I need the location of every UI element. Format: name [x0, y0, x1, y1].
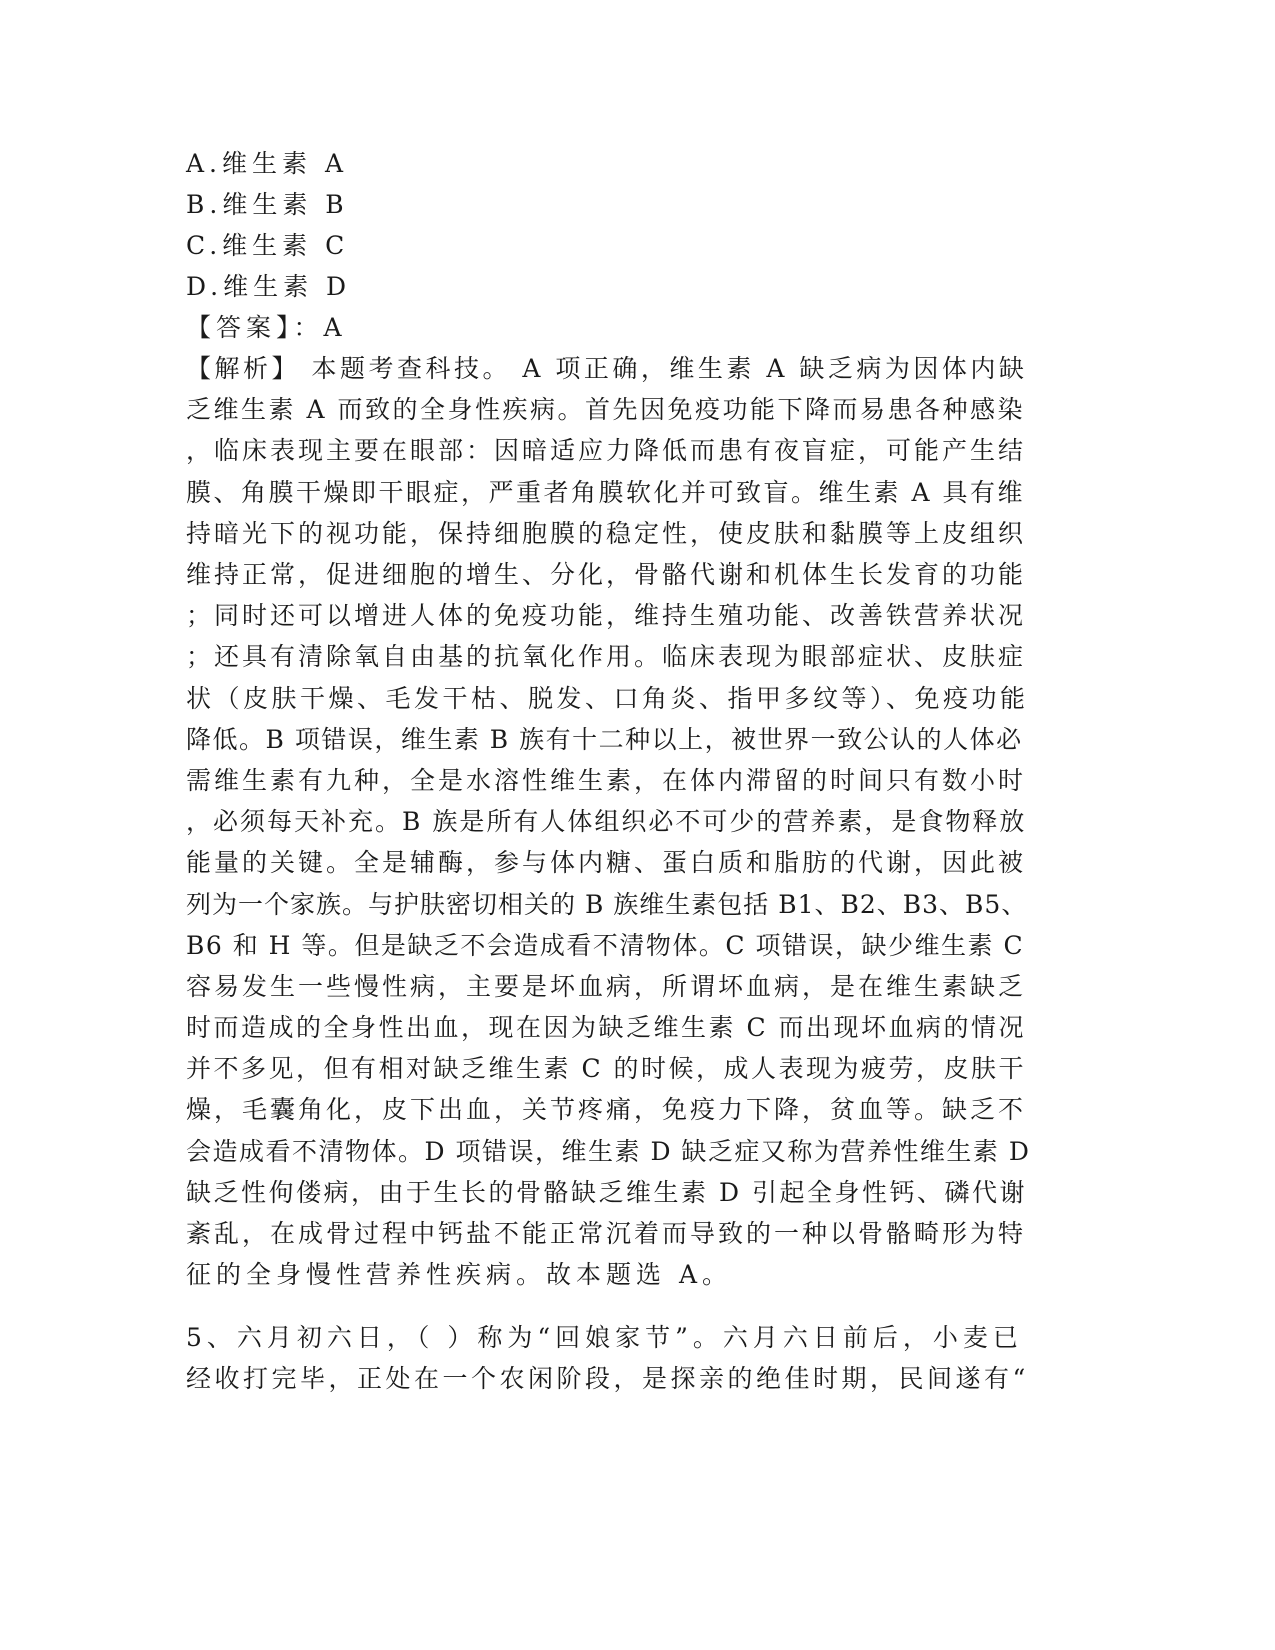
analysis-line: ；同时还可以增进人体的免疫功能，维持生殖功能、改善铁营养状况	[186, 601, 1027, 630]
analysis-line: ；还具有清除氧自由基的抗氧化作用。临床表现为眼部症状、皮肤症	[186, 642, 1027, 671]
answer-line: 【答案】：A	[186, 313, 347, 342]
analysis-line: 时而造成的全身性出血，现在因为缺乏维生素 C 而出现坏血病的情况	[186, 1013, 1027, 1042]
question-5-line: 经收打完毕，正处在一个农闲阶段，是探亲的绝佳时期，民间遂有“	[186, 1364, 1029, 1393]
analysis-line: 能量的关键。全是辅酶，参与体内糖、蛋白质和脂肪的代谢，因此被	[186, 848, 1027, 877]
option-a: A.维生素 A	[186, 149, 349, 178]
analysis-line: 缺乏性佝偻病，由于生长的骨骼缺乏维生素 D 引起全身性钙、磷代谢	[186, 1178, 1027, 1207]
analysis-line: 容易发生一些慢性病，主要是坏血病，所谓坏血病，是在维生素缺乏	[186, 972, 1027, 1001]
analysis-line: 并不多见，但有相对缺乏维生素 C 的时候，成人表现为疲劳，皮肤干	[186, 1054, 1027, 1083]
analysis-line: 会造成看不清物体。D 项错误，维生素 D 缺乏症又称为营养性维生素 D	[186, 1137, 1031, 1166]
analysis-line: 【解析】 本题考查科技。 A 项正确，维生素 A 缺乏病为因体内缺	[186, 354, 1028, 383]
analysis-line: 需维生素有九种，全是水溶性维生素，在体内滞留的时间只有数小时	[186, 766, 1027, 795]
analysis-line: 持暗光下的视功能，保持细胞膜的稳定性，使皮肤和黏膜等上皮组织	[186, 519, 1027, 548]
analysis-line: 列为一个家族。与护肤密切相关的 B 族维生素包括 B1、B2、B3、B5、	[186, 890, 1028, 919]
option-d: D.维生素 D	[186, 272, 352, 301]
analysis-line: 乏维生素 A 而致的全身性疾病。首先因免疫功能下降而易患各种感染	[186, 395, 1025, 424]
analysis-line: ，临床表现主要在眼部：因暗适应力降低而患有夜盲症，可能产生结	[186, 436, 1027, 465]
option-b: B.维生素 B	[186, 190, 349, 219]
analysis-line: 状（皮肤干燥、毛发干枯、脱发、口角炎、指甲多纹等）、免疫功能	[186, 684, 1029, 713]
analysis-line: B6 和 H 等。但是缺乏不会造成看不清物体。C 项错误，缺少维生素 C	[186, 931, 1025, 960]
analysis-line: 紊乱，在成骨过程中钙盐不能正常沉着而导致的一种以骨骼畸形为特	[186, 1219, 1027, 1248]
analysis-line: 膜、角膜干燥即干眼症，严重者角膜软化并可致盲。维生素 A 具有维	[186, 478, 1025, 507]
question-5-line: 5、六月初六日，（ ）称为“回娘家节”。六月六日前后，小麦已	[186, 1323, 1023, 1352]
option-c: C.维生素 C	[186, 231, 350, 260]
analysis-line: 征的全身慢性营养性疾病。故本题选 A。	[186, 1260, 733, 1289]
analysis-line: 燥，毛囊角化，皮下出血，关节疼痛，免疫力下降，贫血等。缺乏不	[186, 1095, 1027, 1124]
analysis-line: 降低。B 项错误，维生素 B 族有十二种以上，被世界一致公认的人体必	[186, 725, 1023, 754]
analysis-line: 维持正常，促进细胞的增生、分化，骨骼代谢和机体生长发育的功能	[186, 560, 1027, 589]
analysis-line: ，必须每天补充。B 族是所有人体组织必不可少的营养素，是食物释放	[186, 807, 1027, 836]
